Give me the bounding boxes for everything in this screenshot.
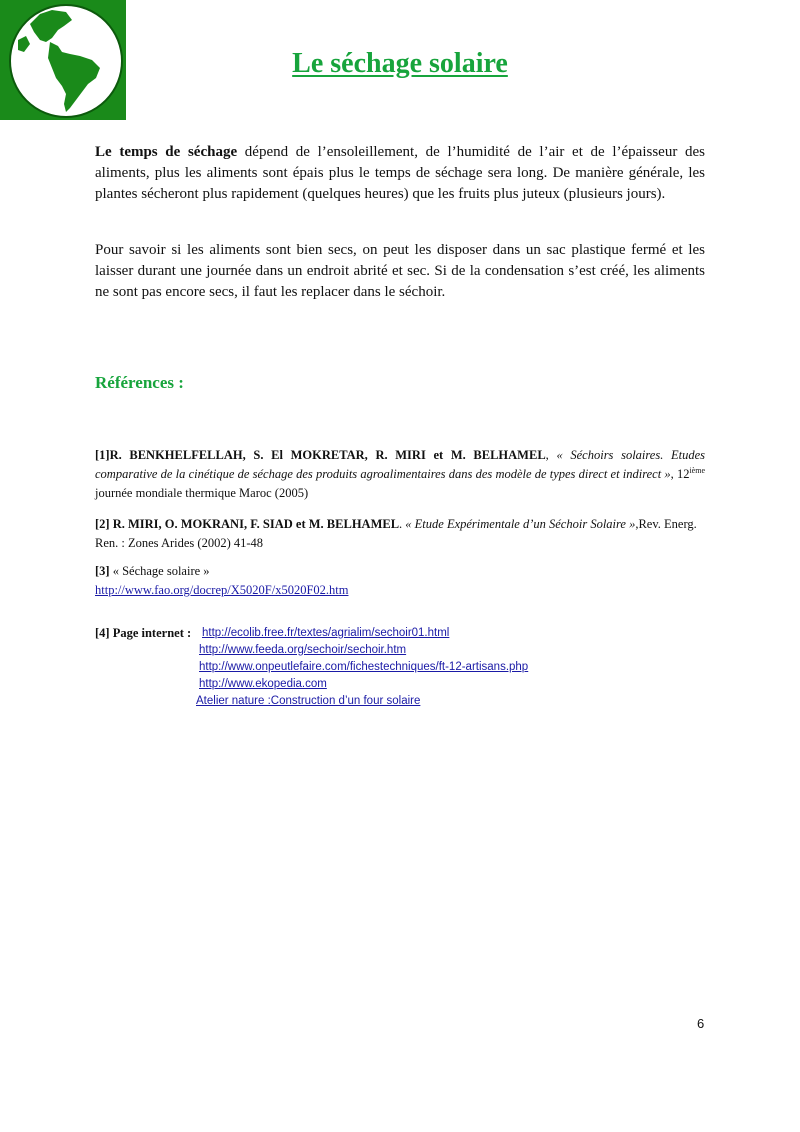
page-number: 6 xyxy=(697,1016,705,1031)
ref2-rest: ,Rev. Energ. Ren. : Zones Arides (2002) 41-48 xyxy=(95,517,697,550)
ref1-sup: ième xyxy=(689,465,705,475)
references-heading: Références : xyxy=(95,373,184,392)
paragraph-drying-time xyxy=(95,142,705,205)
ref4-label: [4] Page internet : xyxy=(95,626,192,640)
page-title: Le séchage solaire xyxy=(292,48,508,79)
ref4-link-onpeutlefaire[interactable]: http://www.onpeutlefaire.com/fichestechniques/ft-12-artisans.php xyxy=(199,661,529,673)
ref4-link-feeda[interactable]: http://www.feeda.org/sechoir/sechoir.htm xyxy=(199,644,407,656)
drying-time-lead: Le temps de séchage xyxy=(95,144,238,160)
ref2-authors: [2] R. MIRI, O. MOKRANI, F. SIAD et M. BELHAMEL xyxy=(95,517,400,531)
ref4-link-ecolib[interactable]: http://ecolib.free.fr/textes/agrialim/sechoir01.html xyxy=(202,627,450,639)
ref3-url-link[interactable]: http://www.fao.org/docrep/X5020F/x5020F02.htm xyxy=(95,583,349,597)
ref1-rest: journée mondiale thermique Maroc (2005) xyxy=(95,486,309,500)
reference-4 xyxy=(95,624,705,707)
ref4-link-ekopedia[interactable]: http://www.ekopedia.com xyxy=(199,678,327,690)
ref1-after-title: , 12 xyxy=(670,467,690,481)
ref1-authors: [1]R. BENKHELFELLAH, S. El MOKRETAR, R. MIRI et M. BELHAMEL xyxy=(95,448,546,462)
reference-3 xyxy=(95,562,705,600)
ref1-title: « Séchoirs solaires. Etudes comparative de la cinétique de séchage des produits agroalimentaires dans des modèle de types direct et indirect » xyxy=(95,448,706,481)
paragraph-dryness-check: Pour savoir si les aliments sont bien secs, on peut les disposer dans un sac plastique fermé et les laisser durant une journée dans un endroit abrité et sec. Si de la condensation s’est créé, les aliments ne sont pas encore secs, il faut les replacer dans le séchoir. xyxy=(95,242,705,300)
reference-2: [2] R. MIRI, O. MOKRANI, F. SIAD et M. BELHAMEL. « Etude Expérimentale d’un Séchoir Solaire »,Rev. Energ. Ren. : Zones Arides (2002) 41-48 xyxy=(95,517,697,550)
ref2-title: « Etude Expérimentale d’un Séchoir Solaire » xyxy=(405,517,636,531)
ref3-label: [3] xyxy=(95,564,110,578)
ref4-link-atelier-nature[interactable]: Atelier nature :Construction d’un four solaire xyxy=(196,695,421,707)
reference-1: [1]R. BENKHELFELLAH, S. El MOKRETAR, R. MIRI et M. BELHAMEL, « Séchoirs solaires. Etudes comparative de la cinétique de séchage des produits agroalimentaires dans des modèle de types direct et indirect », 12ième journée mondiale thermique Maroc (2005) xyxy=(95,448,706,500)
drying-time-text: dépend de l’ensoleillement, de l’humidité de l’air et de l’épaisseur des aliments, plus les aliments sont épais plus le temps de séchage sera long. De manière générale, les plantes sécheront plus rapidement (quelques heures) que les fruits plus juteux (plusieurs jours). xyxy=(95,144,705,202)
ref3-title: « Séchage solaire » xyxy=(109,564,210,578)
